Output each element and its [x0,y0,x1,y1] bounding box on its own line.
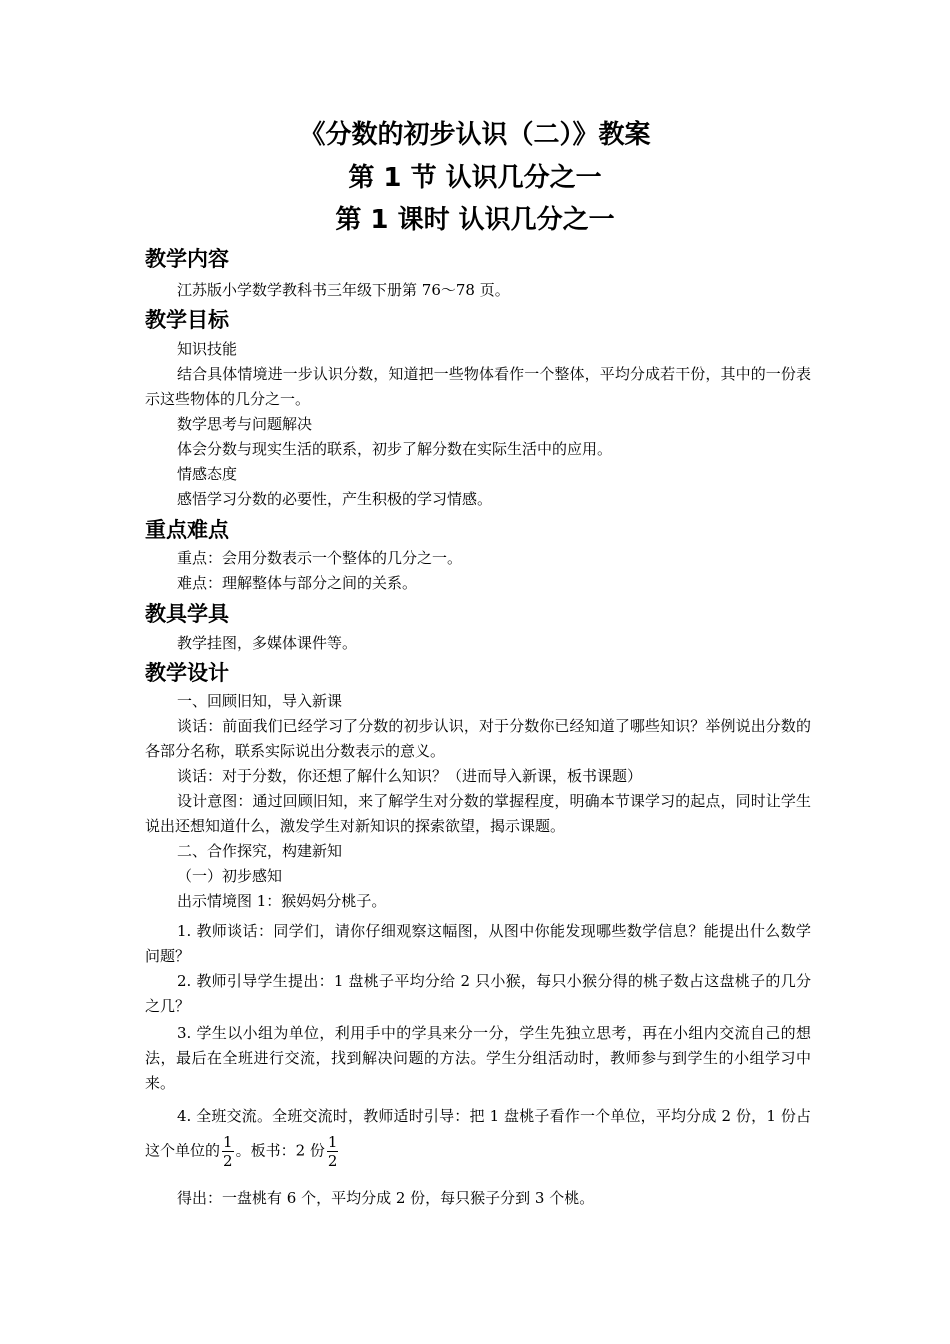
board-fraction-one-half [327,1133,339,1170]
math-thinking-text: 体会分数与现实生活的联系，初步了解分数在实际生活中的应用。 [177,440,613,458]
sub1-title: （一）初步感知 [177,867,283,885]
knowledge-skills-text: 结合具体情境进一步认识分数，知道把一些物体看作一个整体，平均分成若干份，其中的一份表示这些物体的几分之一。 [145,365,811,408]
part2-title: 二、合作探究，构建新知 [177,842,343,860]
show-scene-paragraph: 出示情境图 1：猴妈妈分桃子。 [177,892,387,910]
key-points-heading: 重点难点 [145,518,229,542]
talk-paragraph-2: 谈话：对于分数，你还想了解什么知识？（进而导入新课，板书课题） [177,767,643,785]
step-1-paragraph: 1. 教师谈话：同学们，请你仔细观察这幅图，从图中你能发现哪些数学信息？能提出什么数学问题？ [145,922,811,965]
fraction-denominator: 2 [223,1152,233,1170]
board-fraction-numerator: 1 [327,1133,338,1151]
lesson-title: 第 1 课时 认识几分之一 [335,205,615,235]
step-2-paragraph: 2. 教师引导学生提出：1 盘桃子平均分给 2 只小猴，每只小猴分得的桃子数占这盘桃子的几分之几？ [145,972,811,1015]
part1-title: 一、回顾旧知，导入新课 [177,692,343,710]
board-fraction-denominator: 2 [327,1152,338,1170]
design-intent-paragraph: 设计意图：通过回顾旧知，来了解学生对分数的掌握程度，明确本节课学习的起点，同时让学生说出还想知道什么，激发学生对新知识的探索欲望，揭示课题。 [145,792,811,835]
teaching-content-heading: 教学内容 [145,247,229,271]
step-3-paragraph: 3. 学生以小组为单位，利用手中的学具来分一分，学生先独立思考，再在小组内交流自己的想法，最后在全班进行交流，找到解决问题的方法。学生分组活动时，教师参与到学生的小组学习中来。 [145,1024,811,1092]
section-title: 第 1 节 认识几分之一 [348,163,602,193]
fraction-numerator: 1 [223,1133,233,1151]
main-title: 《分数的初步认识（二）》教案 [299,120,651,150]
step-4-text-part2: 。板书：2 份 [235,1141,325,1160]
conclusion-paragraph: 得出：一盘桃有 6 个，平均分成 2 份，每只猴子分到 3 个桃。 [177,1189,595,1207]
key-point-difficulty: 难点：理解整体与部分之间的关系。 [177,574,418,592]
teaching-tools-text: 教学挂图，多媒体课件等。 [177,634,358,652]
math-thinking-label: 数学思考与问题解决 [177,415,313,433]
emotion-attitude-label: 情感态度 [177,465,238,483]
step-4-text-part1: 4. 全班交流。全班交流时，教师适时引导：把 1 盘桃子看作一个单位，平均分成 2 份，1 份占这个单位的 [145,1107,811,1160]
talk-paragraph-1: 谈话：前面我们已经学习了分数的初步认识，对于分数你已经知道了哪些知识？举例说出分数的各部分名称，联系实际说出分数表示的意义。 [145,717,811,760]
teaching-tools-heading: 教具学具 [145,602,229,626]
key-point-focus: 重点：会用分数表示一个整体的几分之一。 [177,549,463,567]
knowledge-skills-label: 知识技能 [177,340,238,358]
emotion-attitude-text: 感悟学习分数的必要性，产生积极的学习情感。 [177,490,493,508]
teaching-objectives-heading: 教学目标 [145,308,229,332]
teaching-content-text: 江苏版小学数学教科书三年级下册第 76～78 页。 [177,281,510,299]
teaching-design-heading: 教学设计 [145,661,229,685]
fraction-one-half [222,1133,234,1170]
step-4-paragraph [145,1100,811,1170]
